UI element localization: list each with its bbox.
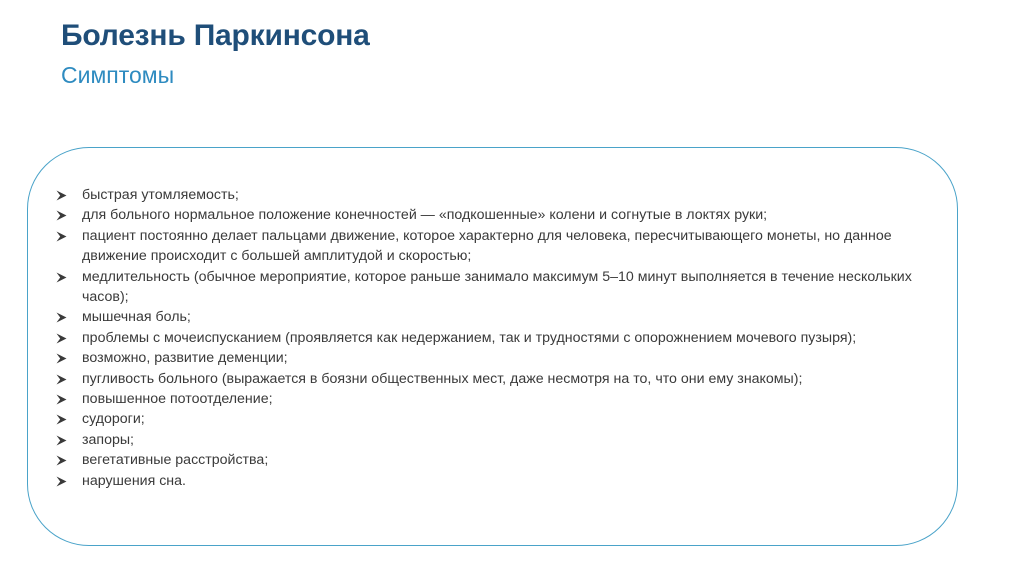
symptom-item xyxy=(56,267,936,308)
symptom-text: повышенное потоотделение; xyxy=(82,391,273,408)
arrowhead-bullet-icon xyxy=(56,430,70,450)
arrowhead-bullet-icon xyxy=(56,267,70,287)
slide-title: Болезнь Паркинсона xyxy=(61,19,370,52)
symptom-item xyxy=(56,307,936,327)
symptom-item xyxy=(56,389,936,409)
symptom-list xyxy=(56,185,936,491)
symptom-text: быстрая утомляемость; xyxy=(82,187,239,203)
arrowhead-bullet-icon xyxy=(56,185,70,205)
symptom-text: медлительность (обычное мероприятие, которое раньше занимало максимум 5–10 минут выполняется в течение нескольких часов); xyxy=(82,268,912,306)
arrowhead-bullet-icon xyxy=(56,307,70,327)
symptom-item xyxy=(56,328,936,348)
symptom-item xyxy=(56,226,936,267)
symptom-item xyxy=(56,409,936,429)
symptom-text: мышечная боль; xyxy=(82,309,191,326)
arrowhead-bullet-icon xyxy=(56,471,70,491)
symptom-item xyxy=(56,348,936,368)
symptom-text: для больного нормальное положение конечностей — «подкошенные» колени и согнутые в локтях руки; xyxy=(82,207,768,224)
arrowhead-bullet-icon xyxy=(56,450,70,470)
symptom-item xyxy=(56,471,936,491)
symptom-item xyxy=(56,185,936,205)
slide-subtitle: Симптомы xyxy=(61,62,175,88)
symptom-item xyxy=(56,205,936,225)
symptom-item xyxy=(56,430,936,450)
symptom-text: вегетативные расстройства; xyxy=(82,452,269,469)
symptom-item xyxy=(56,450,936,470)
symptom-text: запоры; xyxy=(82,431,134,448)
symptom-text: пугливость больного (выражается в боязни общественных мест, даже несмотря на то, что они ему знакомы); xyxy=(82,370,803,387)
arrowhead-bullet-icon xyxy=(56,226,70,246)
symptom-text: возможно, развитие деменции; xyxy=(82,350,288,367)
arrowhead-bullet-icon xyxy=(56,205,70,225)
arrowhead-bullet-icon xyxy=(56,328,70,348)
arrowhead-bullet-icon xyxy=(56,389,70,409)
arrowhead-bullet-icon xyxy=(56,348,70,368)
symptoms-box xyxy=(27,147,958,546)
symptom-text: пациент постоянно делает пальцами движение, которое характерно для человека, пересчитывающего монеты, но данное движение происходит с большей амплитудой и скоростью; xyxy=(82,227,892,265)
arrowhead-bullet-icon xyxy=(56,369,70,389)
symptom-item xyxy=(56,369,936,389)
symptom-text: проблемы с мочеиспусканием (проявляется как недержанием, так и трудностями с опорожнением мочевого пузыря); xyxy=(82,329,857,346)
symptom-text: судороги; xyxy=(82,411,145,428)
symptom-text: нарушения сна. xyxy=(82,472,186,489)
arrowhead-bullet-icon xyxy=(56,409,70,429)
